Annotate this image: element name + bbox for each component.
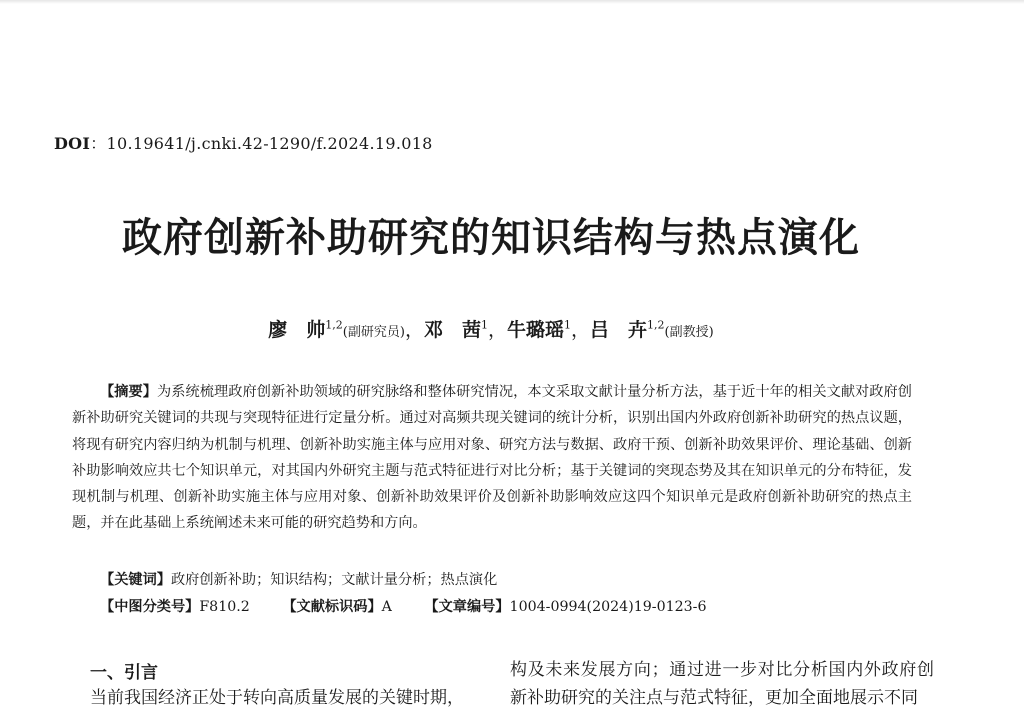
doi-value: ：10.19641/j.cnki.42-1290/f.2024.19.018 (90, 134, 433, 153)
abstract-text: 为系统梳理政府创新补助领域的研究脉络和整体研究情况，本文采取文献计量分析方法，基于近十年的相关文献对政府创新补助研究关键词的共现与突现特征进行定量分析。通过对高频共现关键词的统计分析，识别出国内外政府创新补助研究的热点议题，将现有研究内容归纳为机制与机理、创新补助实施主体与应用对象、研究方法与数据、政府干预、创新补助效果评价、理论基础、创新补助影响效应共七个知识单元，对其国内外研究主题与范式特征进行对比分析；基于关键词的突现态势及其在知识单元的分布特征，发现机制与机理、创新补助实施主体与应用对象、创新补助效果评价及创新补助影响效应这四个知识单元是政府创新补助研究的热点主题，并在此基础上系统阐述未来可能的研究趋势和方向。 (72, 384, 912, 532)
author-role: (副研究员) (342, 325, 405, 340)
body-column-right (510, 656, 934, 712)
page-top-shadow (0, 0, 1024, 4)
keywords-label: 【关键词】 (100, 572, 171, 588)
paper-title: 政府创新补助研究的知识结构与热点演化 (122, 215, 860, 261)
classification-line (100, 596, 735, 616)
author-separator: ， (404, 319, 424, 341)
author-affiliation: 1 (480, 318, 488, 332)
document-code (282, 599, 392, 615)
author-list (0, 315, 982, 342)
author-name: 吕 卉 (590, 319, 648, 341)
article-number-label: 【文章编号】 (424, 599, 510, 615)
author-name: 廖 帅 (268, 319, 326, 341)
clc-value: F810.2 (199, 599, 250, 615)
body-paragraph: 当前我国经济正处于转向高质量发展的关键时期， (90, 688, 464, 708)
body-paragraph: 构及未来发展方向；通过进一步对比分析国内外政府创新补助研究的关注点与范式特征，更加全面地展示不同 (510, 660, 934, 708)
keywords-text: 政府创新补助；知识结构；文献计量分析；热点演化 (170, 572, 498, 588)
author-affiliation: 1 (564, 318, 572, 332)
body-column-left (64, 684, 488, 712)
abstract-label: 【摘要】 (100, 384, 157, 400)
document-code-label: 【文献标识码】 (282, 599, 382, 615)
author-separator: ， (487, 319, 507, 341)
author-name: 邓 茜 (423, 319, 481, 341)
author-affiliation: 1,2 (325, 318, 343, 332)
abstract (72, 379, 912, 537)
author-affiliation: 1,2 (647, 318, 665, 332)
section-heading: 一、引言 (90, 663, 158, 683)
author-role: (副教授) (664, 325, 714, 340)
document-code-value: A (381, 599, 392, 615)
article-number (424, 599, 706, 615)
article-number-value: 1004-0994(2024)19-0123-6 (509, 599, 707, 615)
clc-number (100, 599, 250, 615)
doi-line (54, 131, 433, 154)
author-separator: ， (571, 319, 591, 341)
keywords-line (100, 569, 497, 589)
clc-label: 【中图分类号】 (100, 599, 200, 615)
doi-label: DOI (54, 134, 91, 153)
author-name: 牛璐瑶 (507, 319, 565, 341)
